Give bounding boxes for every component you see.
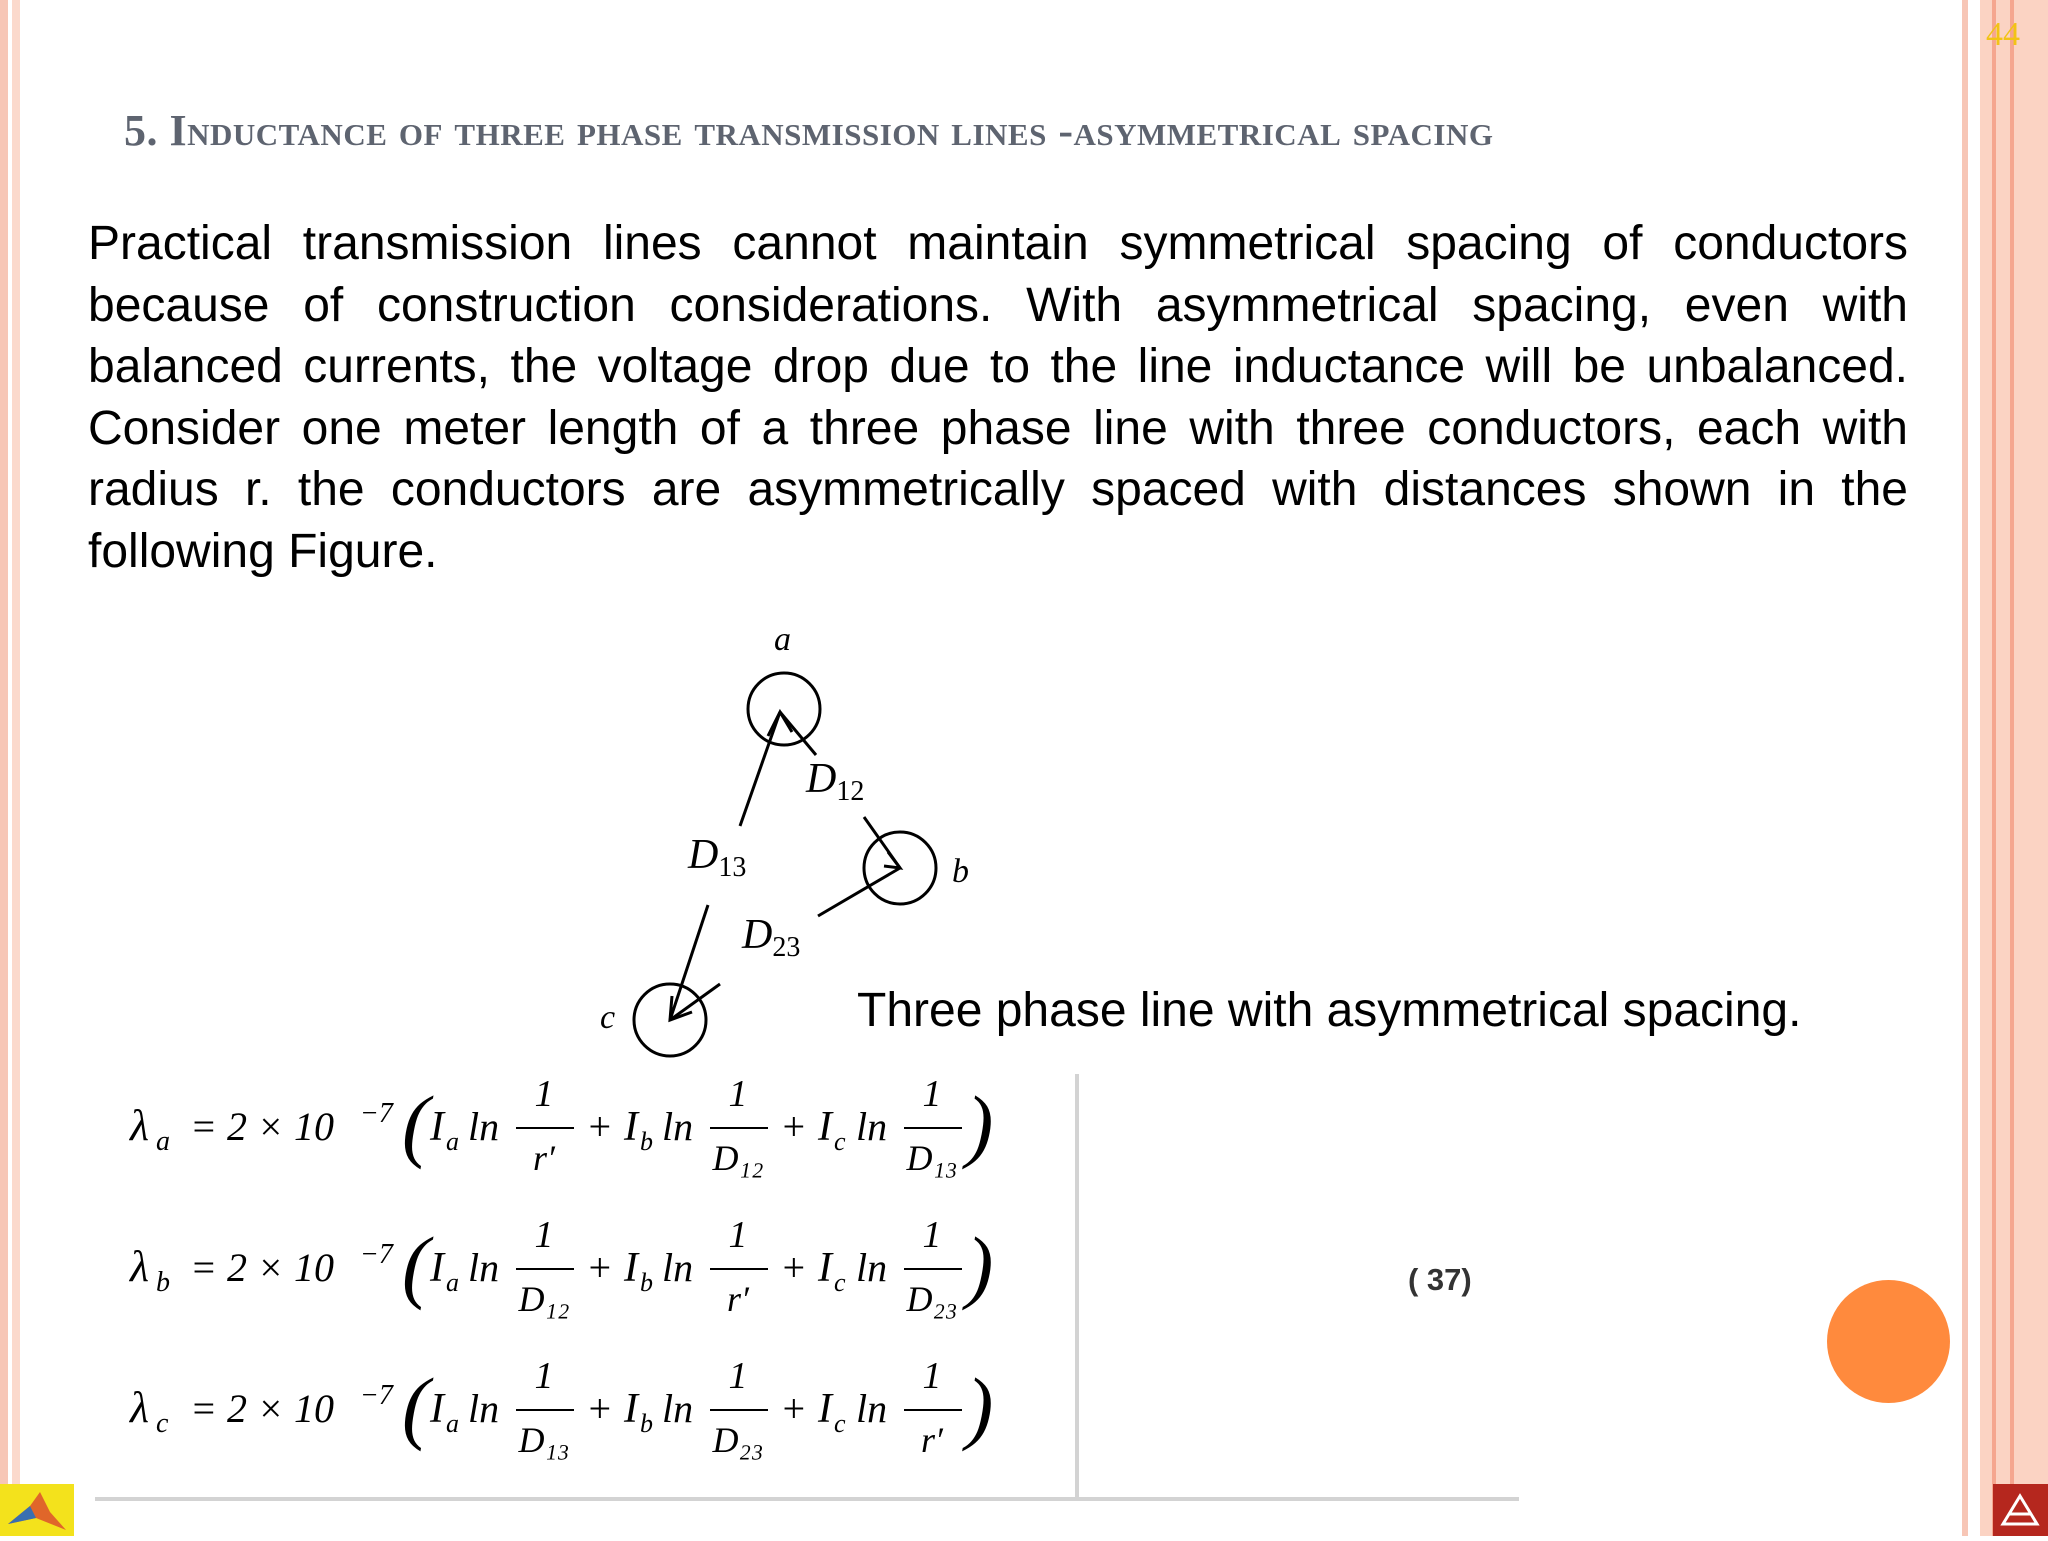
current-symbol: I bbox=[624, 1386, 638, 1432]
current-subscript: b bbox=[640, 1409, 653, 1438]
plus-sign: + bbox=[586, 1104, 613, 1149]
label-b: b bbox=[952, 853, 969, 890]
ln-operator: ln bbox=[856, 1104, 888, 1149]
lambda-symbol: λ bbox=[130, 1242, 150, 1291]
current-symbol: I bbox=[818, 1386, 832, 1432]
current-subscript: a bbox=[446, 1268, 459, 1297]
numerator: 1 bbox=[534, 1214, 554, 1256]
close-paren: ) bbox=[966, 1079, 994, 1170]
lambda-subscript: a bbox=[156, 1126, 170, 1157]
conductor-a bbox=[748, 673, 820, 745]
label-c: c bbox=[600, 999, 616, 1036]
denominator: D₂₃ bbox=[906, 1279, 958, 1319]
numerator: 1 bbox=[728, 1214, 748, 1256]
slide-number: 44 bbox=[1986, 16, 2020, 53]
right-stripe-2 bbox=[1980, 0, 2048, 1536]
current-subscript: c bbox=[834, 1268, 846, 1297]
accent-circle bbox=[1827, 1280, 1950, 1403]
left-stripe bbox=[0, 0, 8, 1536]
denominator: D₂₃ bbox=[712, 1420, 764, 1460]
ln-operator: ln bbox=[468, 1245, 500, 1290]
denominator: r′ bbox=[921, 1420, 943, 1460]
flux-linkage-equations bbox=[120, 1070, 1020, 1490]
current-symbol: I bbox=[430, 1245, 444, 1291]
plus-sign: + bbox=[780, 1386, 807, 1431]
plus-sign: + bbox=[586, 1245, 613, 1290]
current-subscript: c bbox=[834, 1409, 846, 1438]
exponent: −7 bbox=[360, 1098, 393, 1129]
close-paren: ) bbox=[966, 1220, 994, 1311]
matlab-logo-icon bbox=[0, 1484, 74, 1536]
current-subscript: a bbox=[446, 1127, 459, 1156]
plus-sign: + bbox=[586, 1386, 613, 1431]
label-d23: D23 bbox=[742, 912, 801, 963]
numerator: 1 bbox=[922, 1214, 942, 1256]
title-rest: nductance of three phase transmission lines - bbox=[187, 106, 1074, 155]
numerator: 1 bbox=[922, 1073, 942, 1115]
plus-sign: + bbox=[780, 1104, 807, 1149]
ln-operator: ln bbox=[662, 1104, 694, 1149]
body-paragraph: Practical transmission lines cannot maintain symmetrical spacing of conductors because of construction considerations. With asymmetrical spacing, even with balanced currents, the voltage drop due to the line inductance will be unbalanced. Consider one meter length of a three phase line with three conductors, each with radius r. the conductors are asymmetrically spaced with distances shown in the following Figure. bbox=[88, 217, 1908, 578]
left-stripe-inner bbox=[12, 0, 20, 1536]
current-symbol: I bbox=[818, 1104, 832, 1150]
exponent: −7 bbox=[360, 1380, 393, 1411]
denominator: D₁₂ bbox=[518, 1279, 570, 1319]
right-stripe-1 bbox=[1962, 0, 1968, 1536]
open-paren: ( bbox=[402, 1361, 430, 1452]
exponent: −7 bbox=[360, 1239, 393, 1270]
title-suffix: asymmetrical spacing bbox=[1073, 106, 1494, 155]
ln-operator: ln bbox=[856, 1245, 888, 1290]
plus-sign: + bbox=[780, 1245, 807, 1290]
current-subscript: c bbox=[834, 1127, 846, 1156]
coefficient: = 2 × 10 bbox=[190, 1386, 334, 1431]
numerator: 1 bbox=[922, 1355, 942, 1397]
current-symbol: I bbox=[430, 1386, 444, 1432]
right-stripe-3 bbox=[1992, 0, 1996, 1536]
coefficient: = 2 × 10 bbox=[190, 1245, 334, 1290]
open-paren: ( bbox=[402, 1079, 430, 1170]
close-paren: ) bbox=[966, 1361, 994, 1452]
d13-line bbox=[740, 712, 780, 826]
vertical-divider bbox=[1075, 1074, 1079, 1498]
title-prefix: 5. I bbox=[124, 106, 188, 155]
current-subscript: b bbox=[640, 1127, 653, 1156]
university-logo bbox=[1993, 1484, 2048, 1536]
denominator: D₁₃ bbox=[906, 1138, 958, 1178]
figure-caption: Three phase line with asymmetrical spacing. bbox=[857, 984, 1802, 1037]
ln-operator: ln bbox=[856, 1386, 888, 1431]
ln-operator: ln bbox=[468, 1386, 500, 1431]
university-logo-icon bbox=[1993, 1484, 2048, 1536]
horizontal-divider bbox=[95, 1497, 1519, 1501]
lambda-subscript: c bbox=[156, 1408, 169, 1439]
numerator: 1 bbox=[728, 1073, 748, 1115]
lambda-symbol: λ bbox=[130, 1101, 150, 1150]
current-symbol: I bbox=[818, 1245, 832, 1291]
denominator: D₁₂ bbox=[712, 1138, 764, 1178]
denominator: D₁₃ bbox=[518, 1420, 570, 1460]
label-a: a bbox=[774, 621, 791, 658]
ln-operator: ln bbox=[468, 1104, 500, 1149]
current-subscript: a bbox=[446, 1409, 459, 1438]
label-d13: D13 bbox=[688, 832, 747, 883]
denominator: r′ bbox=[727, 1279, 749, 1319]
equation-number: ( 37) bbox=[1408, 1262, 1472, 1297]
current-subscript: b bbox=[640, 1268, 653, 1297]
numerator: 1 bbox=[534, 1355, 554, 1397]
current-symbol: I bbox=[624, 1104, 638, 1150]
open-paren: ( bbox=[402, 1220, 430, 1311]
lambda-subscript: b bbox=[156, 1267, 170, 1298]
ln-operator: ln bbox=[662, 1245, 694, 1290]
current-symbol: I bbox=[430, 1104, 444, 1150]
lambda-symbol: λ bbox=[130, 1383, 150, 1432]
label-d12: D12 bbox=[806, 756, 865, 807]
matlab-logo bbox=[0, 1484, 74, 1536]
current-symbol: I bbox=[624, 1245, 638, 1291]
ln-operator: ln bbox=[662, 1386, 694, 1431]
denominator: r′ bbox=[533, 1138, 555, 1178]
slide-title bbox=[124, 105, 1924, 156]
coefficient: = 2 × 10 bbox=[190, 1104, 334, 1149]
right-stripe-4 bbox=[2010, 0, 2014, 1536]
numerator: 1 bbox=[534, 1073, 554, 1115]
numerator: 1 bbox=[728, 1355, 748, 1397]
d23-line-2 bbox=[818, 868, 900, 916]
